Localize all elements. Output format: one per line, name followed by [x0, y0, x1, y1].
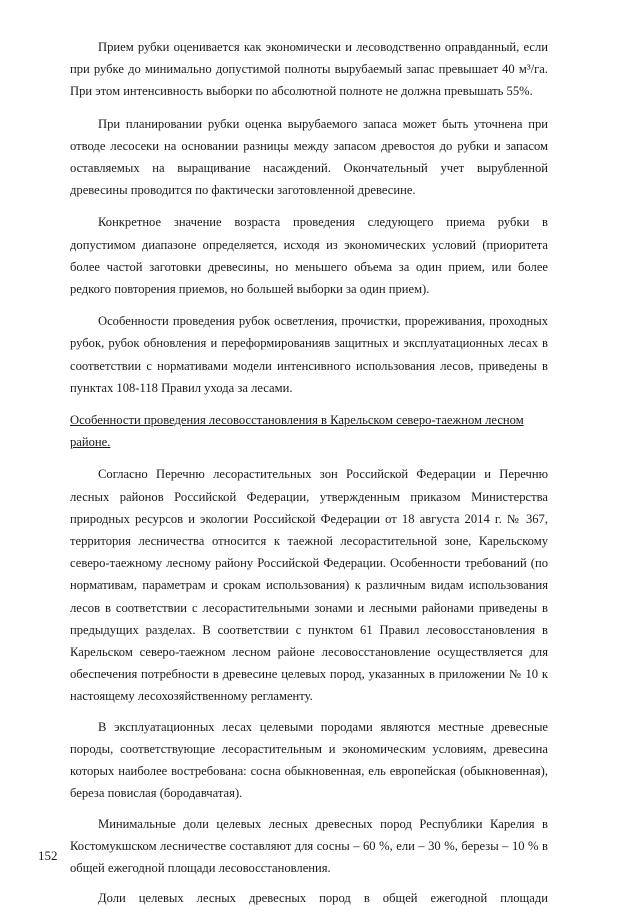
paragraph-target-species: В эксплуатационных лесах целевыми породами являются местные древесные породы, соответствующие лесорастительным и экономическим условиям, древесина которых наиболее востребована: сосна обыкновенная, ель европейская (обыкновенная), береза повислая (бородавчатая).	[70, 719, 548, 801]
paragraph-next-felling-age: Конкретное значение возраста проведения следующего приема рубки в допустимом диапазоне определяется, исходя из экономических условий (приоритета более частой заготовки древесины, но меньшего объема за один прием, или более редкого повторения приемов, но большей выборки за один прием).	[70, 215, 548, 297]
document-body	[70, 36, 548, 919]
paragraph-minimum-shares: Минимальные доли целевых лесных древесных пород Республики Карелия в Костомукшском лесничестве составляют для сосны – 60 %, ели – 30 %, березы – 10 % в общей ежегодной площади лесовосстановления.	[70, 816, 548, 875]
paragraph-felling-economics: Прием рубки оценивается как экономически и лесоводственно оправданный, если при рубке до минимально допустимой полноты вырубаемый запас превышает 40 м³/га. При этом интенсивность выборки по абсолютной полноте не должна превышать 55%.	[70, 40, 548, 99]
paragraph-felling-planning: При планировании рубки оценка вырубаемого запаса может быть уточнена при отводе лесосеки на основании разницы между запасом древостоя до рубки и запасом оставляемых на выращивание насаждений. Окончательный учет вырубленной древесины проводится по фактически заготовленной древесине.	[70, 116, 548, 198]
paragraph-thinning-features: Особенности проведения рубок осветления, прочистки, прореживания, проходных рубок, рубок обновления и переформированияв защитных и эксплуатационных лесах в соответствии с нормативами модели интенсивного использования лесов, приведены в пунктах 108-118 Правил ухода за лесами.	[70, 314, 548, 395]
page-number: 152	[38, 848, 58, 863]
paragraph-shares-continued: Доли целевых лесных древесных пород в общей ежегодной площади	[98, 891, 548, 906]
section-heading: Особенности проведения лесовосстановления в Карельском северо-таежном лесном районе.	[70, 413, 524, 450]
paragraph-forest-zones: Согласно Перечню лесорастительных зон Российской Федерации и Перечню лесных районов Российской Федерации, утвержденным приказом Министерства природных ресурсов и экологии Российской Федерации от 18 августа 2014 г. № 367, территория лесничества относится к таежной лесорастительной зоне, Карельскому северо-таежному лесному району Российской Федерации. Особенности требований (по нормативам, параметрам и срокам использования) к различным видам использования лесов в соответствии с лесорастительными зонами и лесными районами приведены в предыдущих разделах. В соответствии с пунктом 61 Правил лесовосстановления в Карельском северо-таежном лесном районе лесовосстановление осуществляется для обеспечения потребности в древесине целевых пород, указанных в приложении № 10 к настоящему лесохозяйственному регламенту.	[70, 467, 548, 704]
